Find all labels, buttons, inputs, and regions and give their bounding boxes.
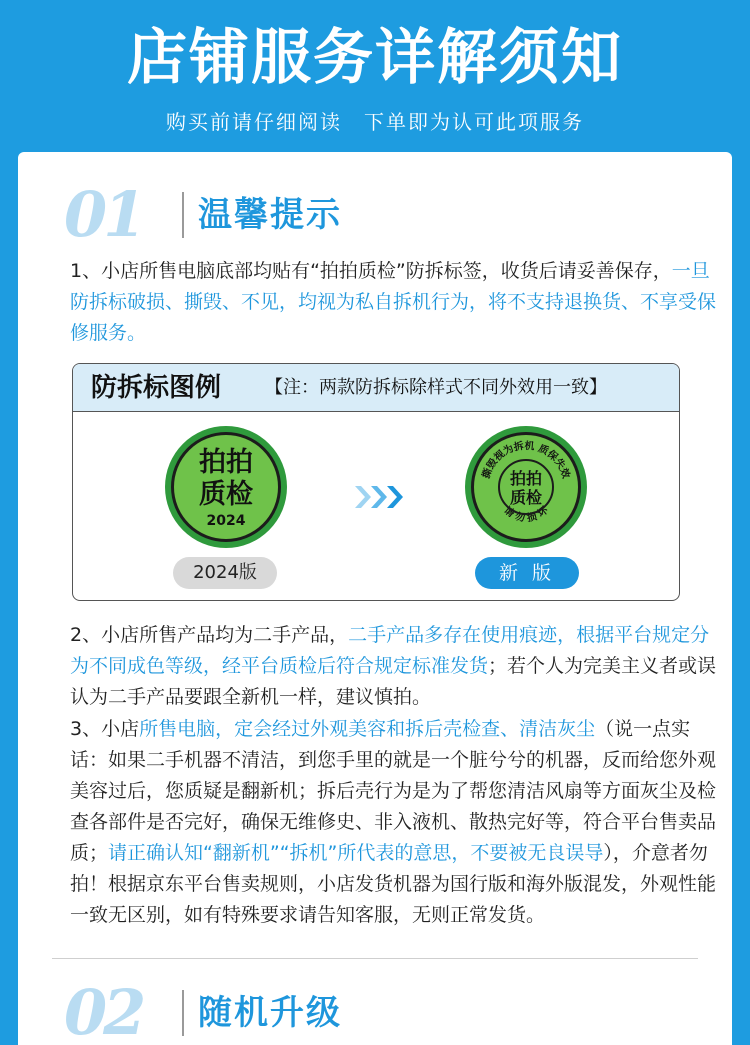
- tip-text: ），介意者勿拍！根据京东平台售卖规则，小店发货机器为国行版和海外版混发，外观性能一致无区别，如有特殊要求请告知客服，无则正常发货。: [70, 842, 717, 926]
- subtitle-left: 购买前请仔细阅读: [166, 110, 342, 134]
- content-card: [18, 152, 732, 1045]
- section-separator: [52, 958, 698, 959]
- section-title: 随机升级: [198, 993, 342, 1033]
- tag-new-version: 新 版: [475, 557, 579, 589]
- subtitle-right: 下单即为认可此项服务: [364, 110, 584, 134]
- seal-text-line1: 拍拍: [199, 447, 253, 478]
- tip-text: （说一点实话：如果二手机器不清洁，到您手里的就是一个脏兮兮的机器，反而给您外观美容过后，您质疑是翻新机；拆后壳行为是为了帮您清洁风扇等方面灰尘及检查各部件是否完好，确保无维修史、非入液机、散热完好等，符合平台售卖品质；: [70, 718, 717, 864]
- seal-new-icon: [465, 426, 587, 548]
- legend-note: 【注：两款防拆标除样式不同外效用一致】: [265, 377, 607, 398]
- arrow-right-icon: [353, 482, 413, 512]
- section-divider: [182, 990, 184, 1036]
- tip-text: ；若个人为完美主义者或误认为二手产品要跟全新机一样，建议慎拍。: [70, 655, 717, 708]
- seal-legend-box: [72, 363, 680, 601]
- tip-highlight: 请正确认知“翻新机”“拆机”所代表的意思，不要被无良误导: [108, 842, 604, 864]
- tip-highlight: 一旦防拆标破损、撕毁、不见，均视为私自拆机行为，将不支持退换货、不享受保修服务。: [70, 260, 717, 344]
- section-divider: [182, 192, 184, 238]
- seal-year: 2024: [206, 513, 246, 529]
- seal-2024-icon: [165, 426, 287, 548]
- section-number: 02: [64, 976, 143, 1045]
- tip-highlight: 所售电脑，定会经过外观美容和拆后壳检查、清洁灰尘: [139, 718, 596, 740]
- tag-2024-version: 2024版: [173, 557, 277, 589]
- section-title: 温馨提示: [198, 195, 342, 235]
- section-header-upgrade: [64, 978, 464, 1045]
- page-subtitle: [0, 106, 750, 135]
- section-number: 01: [64, 178, 143, 251]
- seal-ring-bottom-text: 请 勿 损 坏: [501, 505, 551, 525]
- tip-paragraph-3: [70, 714, 720, 931]
- seal-text-line1: 拍拍: [509, 469, 542, 488]
- tip-paragraph-1: [70, 256, 720, 349]
- seal-text-line2: 质检: [199, 479, 253, 510]
- legend-title: 防拆标图例: [91, 373, 222, 403]
- seal-text-line2: 质检: [509, 488, 542, 507]
- tip-text: 2、小店所售产品均为二手产品，: [70, 624, 349, 646]
- section-header-tips: [64, 180, 464, 250]
- seal-ring-top-text: 撕毁视为拆机 质保失效: [480, 440, 572, 481]
- page-title: 店铺服务详解须知: [127, 23, 623, 93]
- legend-header: [73, 364, 679, 412]
- tip-text: 1、小店所售电脑底部均贴有“拍拍质检”防拆标签，收货后请妥善保存，: [70, 260, 672, 282]
- tip-text: 3、小店: [70, 718, 140, 740]
- tip-paragraph-2: [70, 620, 720, 713]
- tip-highlight: 二手产品多存在使用痕迹，根据平台规定分为不同成色等级，经平台质检后符合规定标准发货: [70, 624, 710, 677]
